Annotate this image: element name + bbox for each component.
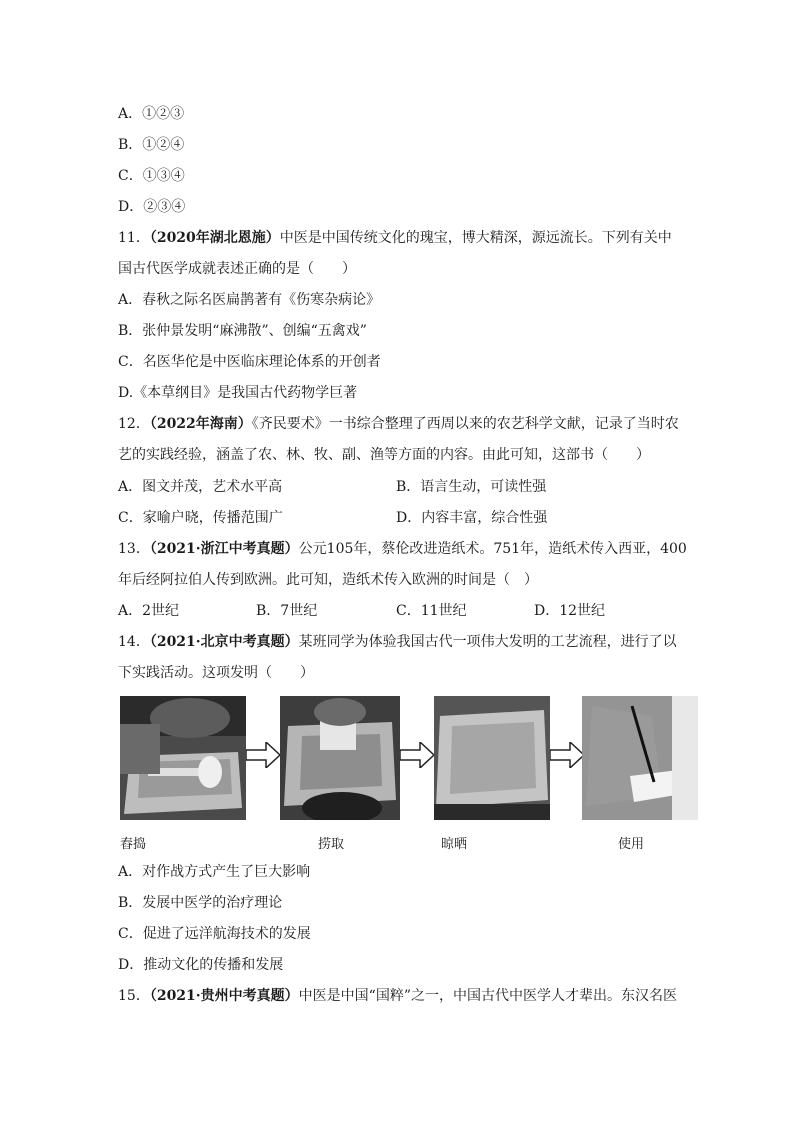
- q14-option-a: A．对作战方式产生了巨大影响: [118, 864, 311, 880]
- q10-option-a: A．①②③: [118, 106, 185, 122]
- q13-stem-line-2: 年后经阿拉伯人传到欧洲。此可知，造纸术传入欧洲的时间是（ ）: [118, 572, 538, 588]
- q14-stem: 某班同学为体验我国古代一项伟大发明的工艺流程，进行了以: [298, 634, 677, 650]
- caption-pounding: 舂捣: [120, 837, 147, 852]
- q11-number: 11．: [118, 230, 150, 246]
- q12-option-a: A．图文并茂，艺术水平高: [118, 479, 283, 495]
- q12-stem: 《齐民要术》一书综合整理了西周以来的农艺科学文献，记录了当时农: [251, 416, 679, 432]
- q11-option-a: A．春秋之际名医扁鹊著有《伤寒杂病论》: [118, 292, 381, 308]
- q13-option-a: A．2世纪: [118, 603, 180, 619]
- photo-using: [582, 696, 698, 820]
- arrow-right-icon: [246, 742, 280, 768]
- q13-stem-line-1: [118, 539, 687, 559]
- q10-option-b: B．①②④: [118, 137, 185, 153]
- q15-number: 15．: [118, 988, 150, 1004]
- q13-source: （2021·浙江中考真题）: [149, 541, 299, 557]
- q15-source: （2021·贵州中考真题）: [149, 988, 299, 1004]
- q11-option-c: C．名医华佗是中医临床理论体系的开创者: [118, 354, 381, 370]
- papermaking-process-figure: [118, 696, 700, 824]
- q11-stem-line-1: [118, 228, 672, 248]
- q12-number: 12．: [118, 416, 150, 432]
- q13-option-c: C．11世纪: [396, 603, 467, 619]
- q12-source: （2022年海南）: [149, 416, 252, 432]
- q14-stem-line-2: 下实践活动。这项发明（ ）: [118, 665, 314, 681]
- q10-option-c: C．①③④: [118, 168, 185, 184]
- q13-option-b: B．7世纪: [256, 603, 318, 619]
- q11-option-d: D.《本草纲目》是我国古代药物学巨著: [118, 385, 358, 401]
- photo-drying: [434, 696, 550, 820]
- q11-stem: 中医是中国传统文化的瑰宝，博大精深，源远流长。下列有关中: [279, 230, 672, 246]
- q12-option-c: C．家喻户晓，传播范围广: [118, 510, 283, 526]
- q14-number: 14．: [118, 634, 150, 650]
- q14-option-d: D．推动文化的传播和发展: [118, 957, 284, 973]
- q13-stem: 公元105年，蔡伦改进造纸术。751年，造纸术传入西亚，400: [298, 541, 687, 557]
- caption-drying: 晾晒: [441, 837, 468, 852]
- q11-option-b: B．张仲景发明“麻沸散”、创编“五禽戏”: [118, 323, 367, 339]
- q14-stem-line-1: [118, 632, 677, 652]
- q11-source: （2020年湖北恩施）: [149, 230, 280, 246]
- q12-stem-line-1: [118, 414, 679, 434]
- q13-number: 13．: [118, 541, 150, 557]
- q14-option-c: C．促进了远洋航海技术的发展: [118, 926, 311, 942]
- arrow-right-icon: [400, 742, 434, 768]
- q12-option-d: D．内容丰富，综合性强: [396, 510, 548, 526]
- q12-stem-line-2: 艺的实践经验，涵盖了农、林、牧、副、渔等方面的内容。由此可知，这部书（ ）: [118, 447, 650, 463]
- caption-scooping: 捞取: [318, 837, 345, 852]
- photo-pounding: [120, 696, 246, 820]
- q15-stem-line-1: [118, 986, 677, 1006]
- arrow-right-icon: [550, 742, 584, 768]
- q14-option-b: B．发展中医学的治疗理论: [118, 895, 283, 911]
- q14-source: （2021·北京中考真题）: [149, 634, 299, 650]
- caption-using: 使用: [618, 837, 645, 852]
- q10-option-d: D．②③④: [118, 199, 186, 215]
- q13-option-d: D．12世纪: [534, 603, 606, 619]
- q15-stem: 中医是中国“国粹”之一，中国古代中医学人才辈出。东汉名医: [298, 988, 677, 1004]
- q12-option-b: B．语言生动，可读性强: [396, 479, 547, 495]
- photo-scooping: [280, 696, 400, 820]
- q11-stem-line-2: 国古代医学成就表述正确的是（ ）: [118, 261, 356, 277]
